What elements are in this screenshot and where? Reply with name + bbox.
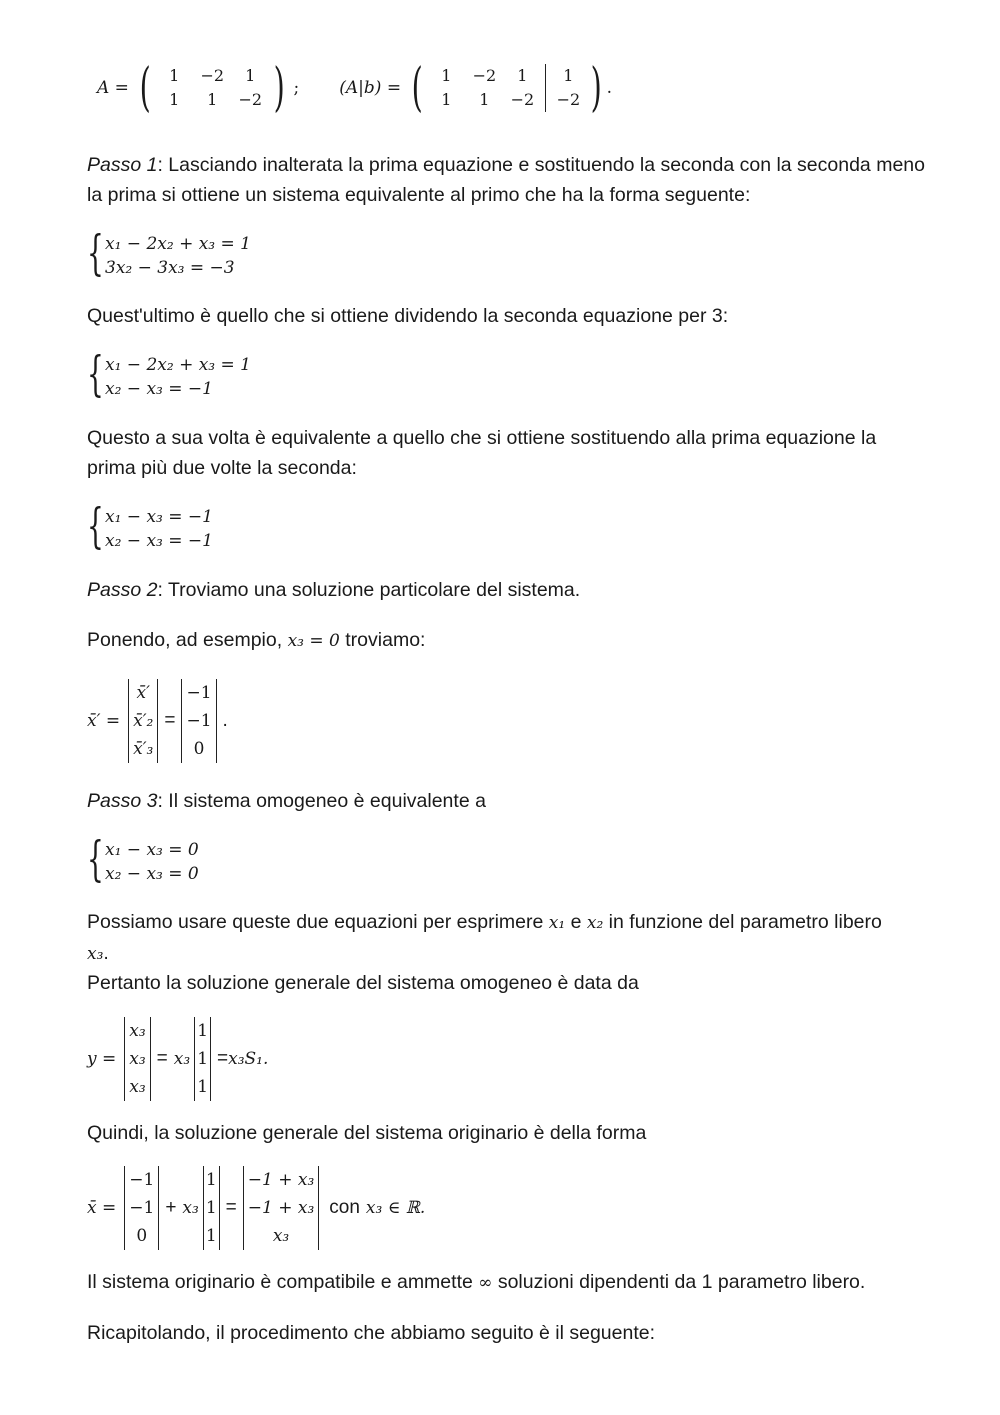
con-word: con — [329, 1197, 360, 1218]
text: soluzioni dipendenti da 1 parametro libero. — [492, 1271, 866, 1293]
step3-label: Passo 3 — [87, 790, 158, 812]
unit-vector — [194, 1017, 211, 1101]
vector-cell: 1 — [197, 1021, 209, 1041]
vector-cell: x̄′₂ — [133, 711, 154, 731]
step3-homogeneous-text: Pertanto la soluzione generale del sistema omogeneo è data da — [87, 972, 639, 994]
matrix-ab-cell: 1 — [441, 66, 452, 85]
matrix-a — [155, 64, 269, 112]
matrix-a-cell: 1 — [207, 90, 218, 109]
matrix-ab-cell: 1 — [517, 66, 528, 85]
matrix-definitions — [97, 58, 612, 118]
equals-sign: = — [225, 1197, 237, 1218]
system-2 — [87, 346, 251, 402]
coefficient: x₃ — [182, 1198, 199, 1218]
step2-condition-paragraph — [87, 625, 927, 656]
vector-cell: −1 — [186, 711, 212, 731]
separator: ; — [293, 78, 300, 98]
vector-cell: x₃ — [129, 1021, 146, 1041]
particular-vector-values — [181, 679, 216, 763]
vector-cell: −1 — [186, 683, 212, 703]
homogeneous-solution — [87, 1017, 268, 1101]
brace: { — [87, 498, 104, 554]
equals-sign: = — [164, 710, 176, 731]
text: e — [565, 911, 587, 933]
matrix-a-label: A = — [97, 78, 129, 98]
text: in funzione del parametro libero — [603, 911, 882, 933]
brace: { — [87, 225, 104, 281]
matrix-ab-cell: 1 — [479, 90, 490, 109]
left-paren: ( — [411, 58, 423, 118]
text: Il sistema originario è compatibile e ammette — [87, 1271, 479, 1293]
infinity-symbol: ∞ — [478, 1273, 493, 1293]
step2-cond: x₃ = 0 — [287, 631, 340, 651]
particular-vector-symbolic — [128, 679, 158, 763]
particular-solution — [87, 676, 234, 766]
recap-paragraph: Ricapitolando, il procedimento che abbiamo seguito è il seguente: — [87, 1322, 656, 1344]
vector-cell: x₃ — [129, 1077, 146, 1097]
matrix-ab-label: (A|b) = — [339, 78, 402, 98]
step2-text: : Troviamo una soluzione particolare del sistema. — [157, 579, 581, 601]
matrix-a-cell: −2 — [200, 66, 225, 85]
general-solution — [87, 1166, 425, 1250]
vector-cell: x₃ — [272, 1226, 290, 1246]
step2-pre: Ponendo, ad esempio, — [87, 629, 288, 651]
system-1 — [87, 225, 251, 281]
vector-cell: 0 — [193, 739, 205, 759]
matrix-a-cell: 1 — [245, 66, 256, 85]
vector-cell: 1 — [205, 1226, 217, 1246]
var-x3: x₃ — [87, 944, 104, 964]
vector-cell: 0 — [136, 1226, 148, 1246]
matrix-a-cell: 1 — [169, 66, 180, 85]
end-dot: . — [222, 710, 228, 731]
matrix-ab — [427, 64, 541, 112]
equals-sign: = — [156, 1048, 168, 1069]
rhs-cell: 1 — [563, 66, 574, 85]
step2-label: Passo 2 — [87, 579, 158, 601]
system-homogeneous — [87, 831, 199, 887]
matrix-ab-rhs — [545, 64, 586, 112]
brace: { — [87, 831, 104, 887]
step1-text: : Lasciando inalterata la prima equazione e sostituendo la seconda con la seconda meno la prima si ottiene un sistema equivalente al primo che ha la forma seguente: — [87, 154, 925, 206]
equation: x₁ − 2x₂ + x₃ = 1 — [105, 355, 251, 375]
vector-cell: x̄′ — [136, 683, 150, 703]
vector-cell: 1 — [205, 1198, 217, 1218]
y-lhs: y = — [87, 1049, 117, 1069]
conclusion-paragraph — [87, 1267, 927, 1298]
var-x1: x₁ — [548, 913, 566, 933]
text: . — [103, 942, 109, 964]
vector-cell: −1 — [129, 1170, 155, 1190]
equation: x₁ − x₃ = −1 — [105, 507, 213, 527]
step3-paragraph — [87, 786, 927, 816]
vector-cell: −1 — [129, 1198, 155, 1218]
right-paren: ) — [273, 58, 285, 118]
equation: x₁ − 2x₂ + x₃ = 1 — [105, 234, 251, 254]
vector-cell: 1 — [205, 1170, 217, 1190]
coefficient: x₃ — [173, 1049, 191, 1069]
particular-lhs: x̄′ = — [87, 711, 121, 731]
system-3 — [87, 498, 213, 554]
matrix-ab-cell: −2 — [510, 90, 535, 109]
equation: 3x₂ − 3x₃ = −3 — [105, 258, 235, 278]
unit-vector — [203, 1166, 220, 1250]
vector-cell: −1 + x₃ — [247, 1170, 315, 1190]
equation: x₂ − x₃ = −1 — [105, 531, 213, 551]
step2-post: troviamo: — [339, 629, 426, 651]
step3-explanation — [87, 907, 927, 969]
step1c-paragraph: Questo a sua volta è equivalente a quello che si ottiene sostituendo alla prima equazione la prima più due volte la seconda: — [87, 427, 877, 479]
step1-paragraph — [87, 150, 927, 210]
equation: x₂ − x₃ = −1 — [105, 379, 213, 399]
step3-text: : Il sistema omogeneo è equivalente a — [157, 790, 486, 812]
plus-sign: + — [165, 1197, 177, 1218]
end-dot: . — [606, 78, 613, 98]
vector-cell: −1 + x₃ — [247, 1198, 315, 1218]
equals-sign: = — [217, 1048, 229, 1069]
vector-cell: 1 — [197, 1077, 209, 1097]
step2-paragraph — [87, 575, 927, 605]
brace: { — [87, 346, 104, 402]
right-paren: ) — [590, 58, 603, 118]
vector-cell: 1 — [197, 1049, 209, 1069]
matrix-a-cell: −2 — [238, 90, 263, 109]
general-lhs: x̄ = — [87, 1198, 117, 1218]
matrix-ab-cell: −2 — [472, 66, 497, 85]
step1-label: Passo 1 — [87, 154, 158, 176]
matrix-ab-cell: 1 — [441, 90, 452, 109]
vector-cell: x₃ — [129, 1049, 146, 1069]
y-vector — [124, 1017, 150, 1101]
matrix-a-cell: 1 — [169, 90, 180, 109]
text: Possiamo usare queste due equazioni per esprimere — [87, 911, 549, 933]
y-result: x₃S₁. — [228, 1049, 269, 1069]
left-paren: ( — [139, 58, 151, 118]
equation: x₁ − x₃ = 0 — [105, 840, 199, 860]
general-text: Quindi, la soluzione generale del sistema originario è della forma — [87, 1122, 647, 1144]
domain: x₃ ∈ ℝ. — [365, 1198, 426, 1218]
vector-cell: x̄′₃ — [133, 739, 154, 759]
result-vector — [243, 1166, 320, 1250]
var-x2: x₂ — [586, 913, 604, 933]
particular-vector — [124, 1166, 159, 1250]
rhs-cell: −2 — [556, 90, 581, 109]
step1b-paragraph: Quest'ultimo è quello che si ottiene dividendo la seconda equazione per 3: — [87, 305, 729, 327]
equation: x₂ − x₃ = 0 — [105, 864, 199, 884]
